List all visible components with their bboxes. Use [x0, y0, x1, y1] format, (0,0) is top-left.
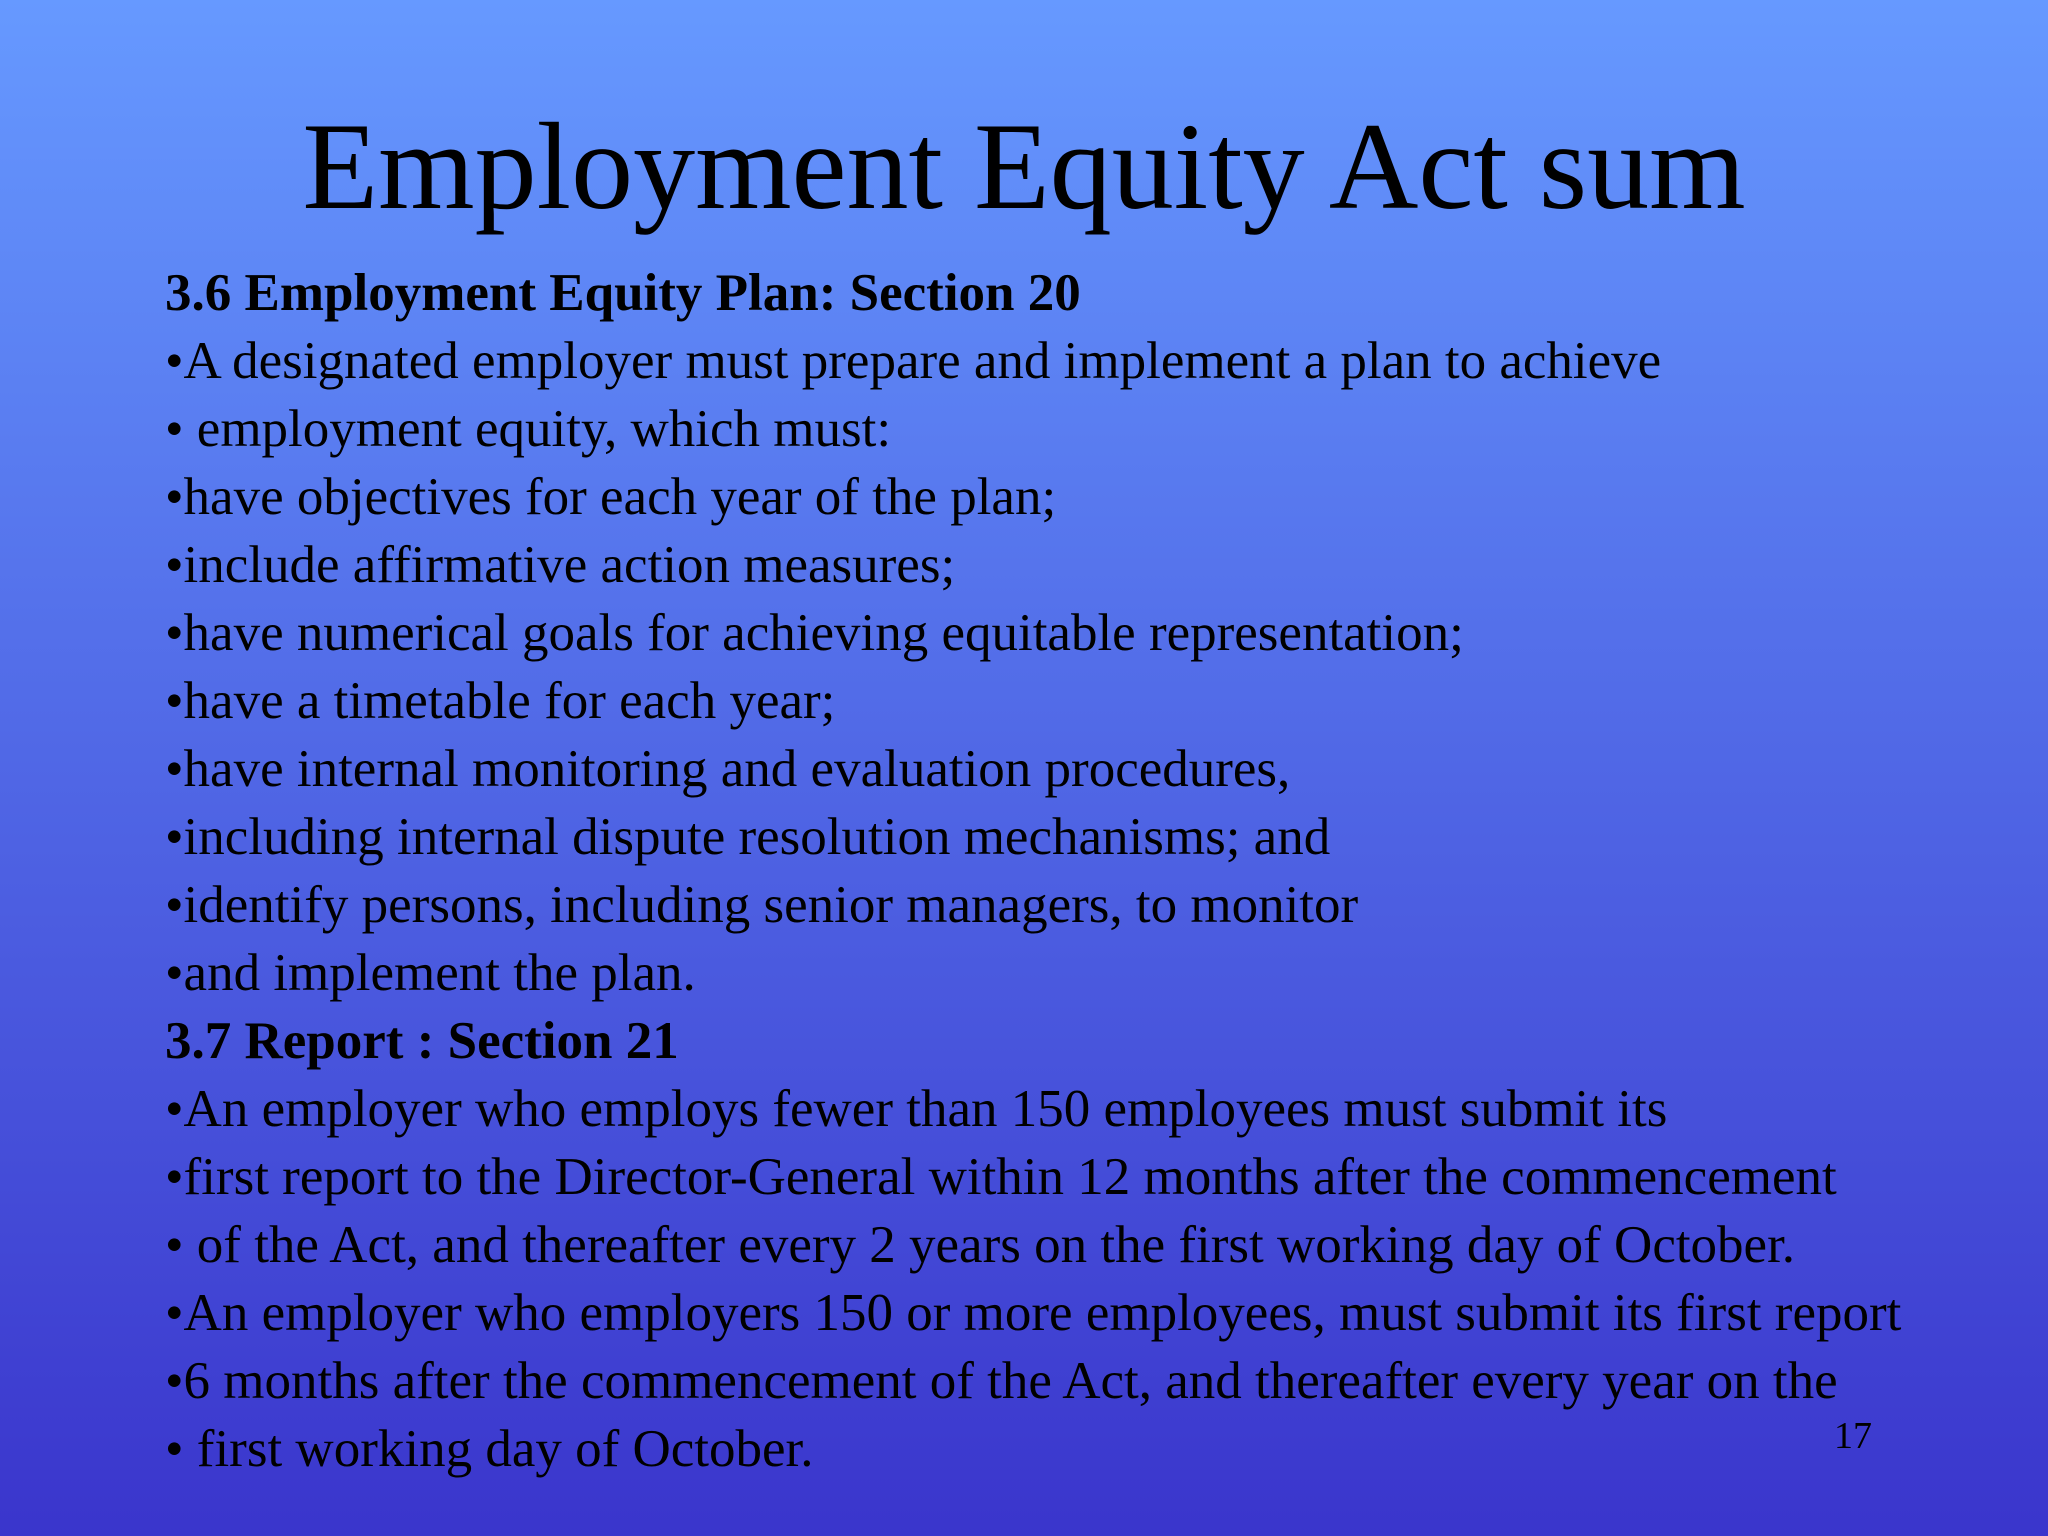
body-line: •An employer who employs fewer than 150 employees must submit its — [165, 1080, 1668, 1138]
slide-title: Employment Equity Act sum — [302, 98, 1746, 235]
section-heading: 3.7 Report : Section 21 — [165, 1012, 679, 1070]
body-line: •including internal dispute resolution mechanisms; and — [165, 808, 1331, 866]
body-line: •have numerical goals for achieving equitable representation; — [165, 604, 1464, 662]
body-line: •have internal monitoring and evaluation procedures, — [165, 740, 1291, 798]
page-number: 17 — [1834, 1415, 1872, 1457]
slide-body — [165, 259, 2045, 1483]
body-line: •have a timetable for each year; — [165, 672, 836, 730]
body-line: •include affirmative action measures; — [165, 536, 956, 594]
body-line: • of the Act, and thereafter every 2 years on the first working day of October. — [165, 1216, 1796, 1274]
body-line: •An employer who employers 150 or more employees, must submit its first report — [165, 1284, 1902, 1342]
body-line: • employment equity, which must: — [165, 400, 892, 458]
body-line: •6 months after the commencement of the Act, and thereafter every year on the — [165, 1352, 1838, 1410]
body-line: •first report to the Director-General within 12 months after the commencement — [165, 1148, 1837, 1206]
section-heading: 3.6 Employment Equity Plan: Section 20 — [165, 264, 1081, 322]
body-line: •and implement the plan. — [165, 944, 696, 1002]
body-line: •A designated employer must prepare and implement a plan to achieve — [165, 332, 1662, 390]
body-line: •identify persons, including senior managers, to monitor — [165, 876, 1359, 934]
body-line: • first working day of October. — [165, 1420, 814, 1478]
body-line: •have objectives for each year of the plan; — [165, 468, 1057, 526]
